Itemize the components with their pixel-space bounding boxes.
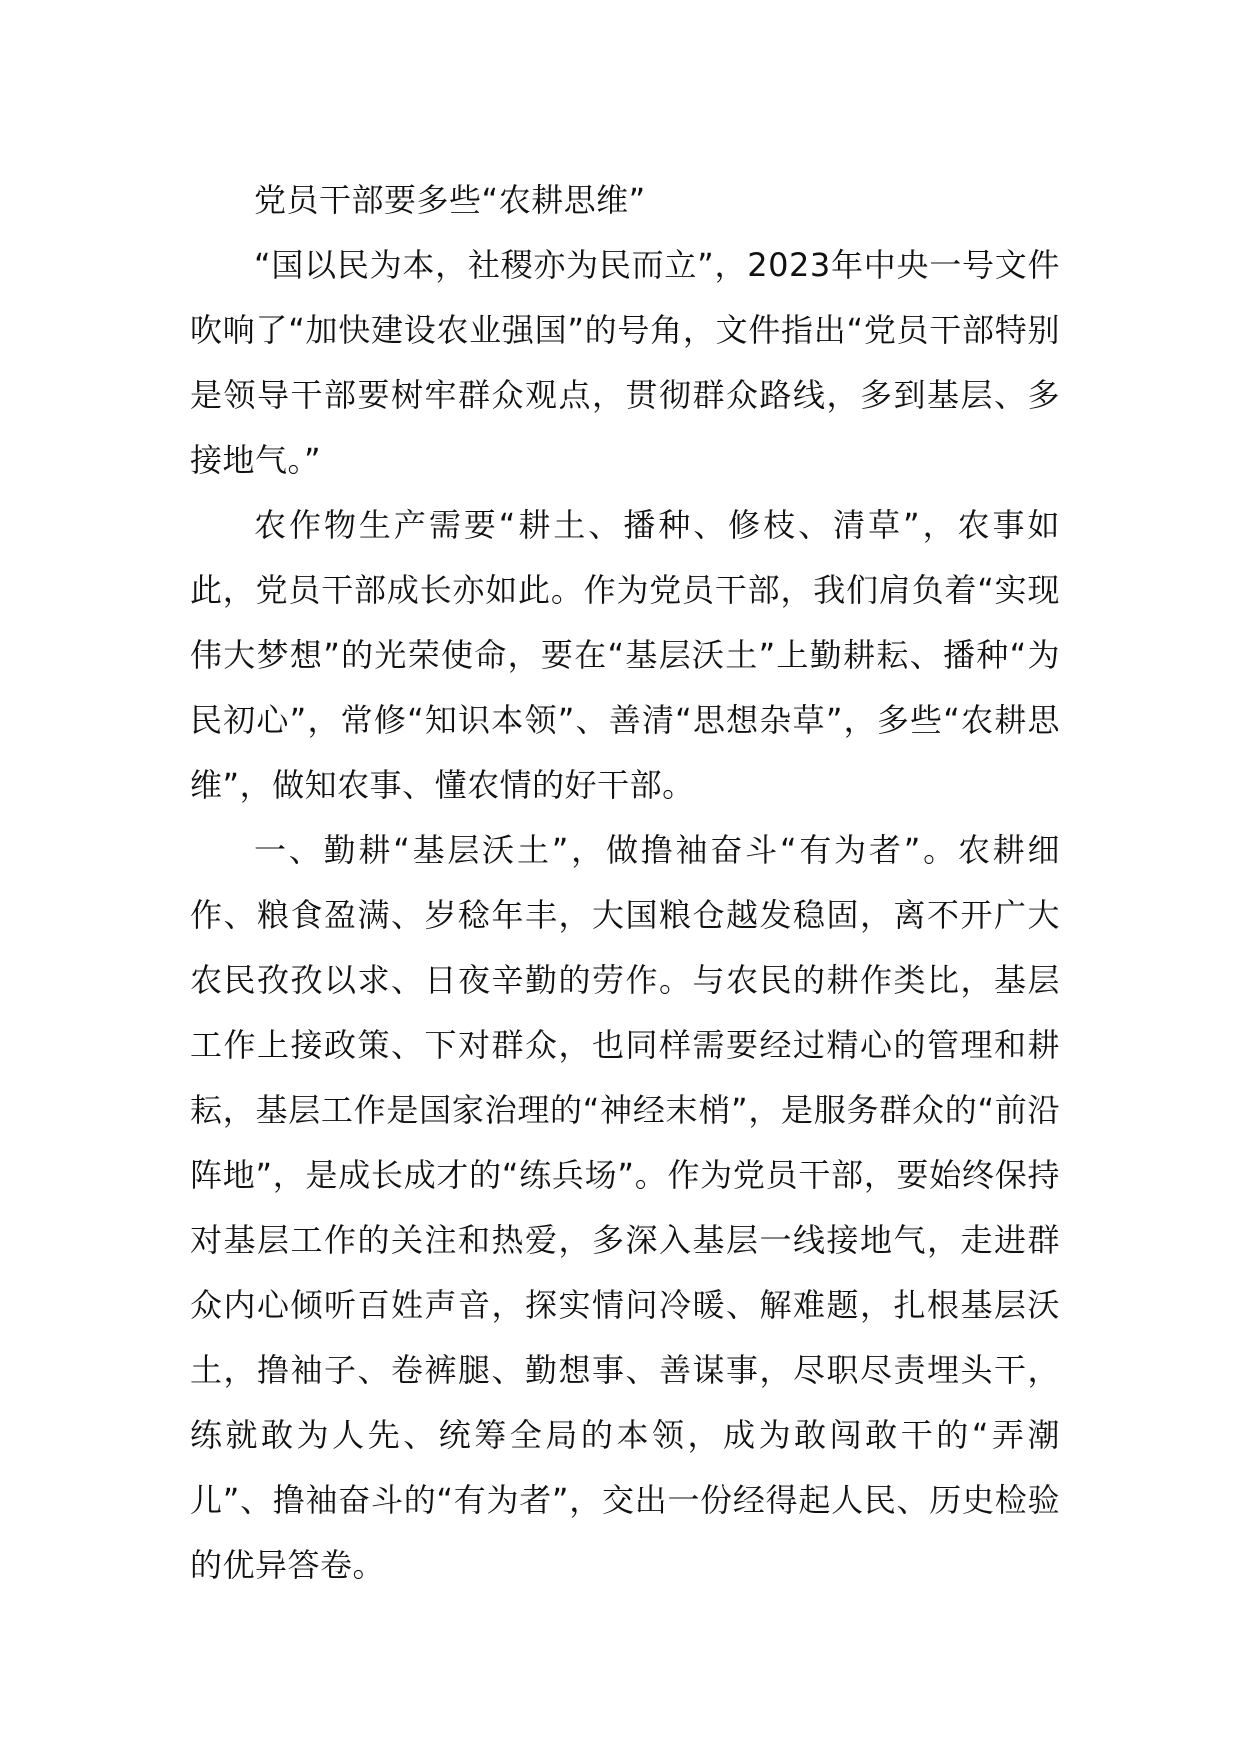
paragraph-overview: 农作物生产需要“耕土、播种、修枝、清草”，农事如此，党员干部成长亦如此。作为党员干部，我们肩负着“实现伟大梦想”的光荣使命，要在“基层沃土”上勤耕耘、播种“为民初心”，常修“知识本领”、善清“思想杂草”，多些“农耕思维”，做知农事、懂农情的好干部。	[190, 506, 1060, 804]
paragraph-section-one: 一、勤耕“基层沃土”，做撸袖奋斗“有为者”。农耕细作、粮食盈满、岁稔年丰，大国粮仓越发稳固，离不开广大农民孜孜以求、日夜辛勤的劳作。与农民的耕作类比，基层工作上接政策、下对群众，也同样需要经过精心的管理和耕耘，基层工作是国家治理的“神经末梢”，是服务群众的“前沿阵地”，是成长成才的“练兵场”。作为党员干部，要始终保持对基层工作的关注和热爱，多深入基层一线接地气，走进群众内心倾听百姓声音，探实情问冷暖、解难题，扎根基层沃土，撸袖子、卷裤腿、勤想事、善谋事，尽职尽责埋头干，练就敢为人先、统筹全局的本领，成为敢闯敢干的“弄潮儿”、撸袖奋斗的“有为者”，交出一份经得起人民、历史检验的优异答卷。	[190, 831, 1060, 1584]
document-page	[190, 168, 1060, 1598]
document-title: 党员干部要多些“农耕思维”	[254, 181, 646, 219]
paragraph-intro: “国以民为本，社稷亦为民而立”，2023年中央一号文件吹响了“加快建设农业强国”的号角，文件指出“党员干部特别是领导干部要树牢群众观点，贯彻群众路线，多到基层、多接地气。”	[190, 246, 1060, 479]
